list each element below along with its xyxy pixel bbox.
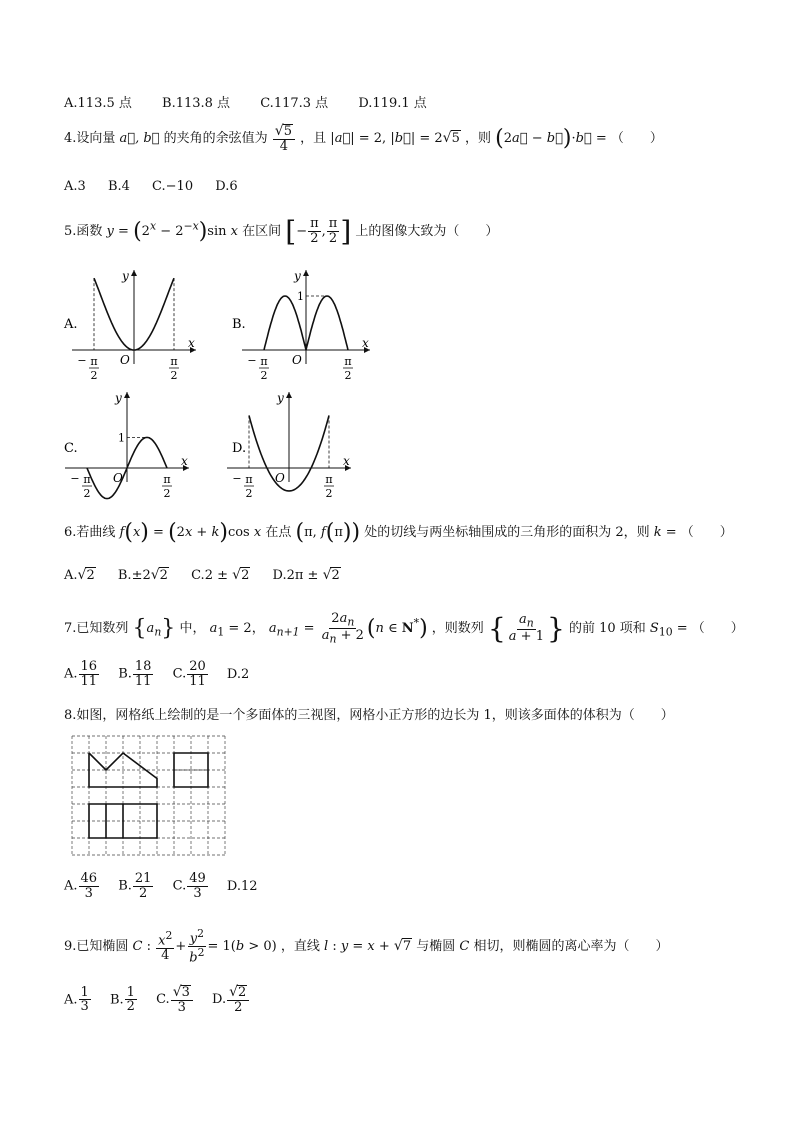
tick-denominator: 2: [83, 487, 91, 500]
q7-option-den: 11: [189, 673, 206, 689]
q4-stem-part: ，则: [464, 131, 491, 147]
q9-stem-part: 9.已知椭圆: [64, 938, 129, 954]
q8-option-num: 49: [189, 871, 206, 886]
q3-option-b: B.113.8 点: [162, 96, 231, 111]
tick-minus: −: [232, 472, 242, 485]
q6-option-b: B.±2√2: [117, 567, 168, 583]
q7-option-label: B.: [118, 666, 132, 682]
q4-option-b: B.4: [107, 179, 130, 194]
q4-stem-part: 的夹角的余弦值为: [163, 131, 268, 147]
q6-stem-part: 6.若曲线: [64, 525, 116, 540]
q6-k: k: [653, 525, 662, 540]
q5-graphs: [0, 262, 794, 512]
q8-option-a: [64, 872, 100, 900]
q7-a1: $a_1 = 2$: [209, 621, 252, 639]
q9-option-den: 2: [126, 999, 135, 1015]
tick-numerator: π: [260, 355, 268, 368]
q8-option-num: 21: [134, 871, 152, 886]
q5-stem: [64, 215, 498, 248]
tick-numerator: π: [325, 473, 333, 486]
three-view-grid: [70, 734, 240, 858]
q9-option-num: 1: [126, 984, 135, 1000]
q4-norms: |a⃗| = 2, |b⃗| = 2√5: [330, 130, 460, 147]
q6-option-c: C.2 ± √2: [191, 567, 250, 583]
q8-option-c: [173, 872, 209, 900]
q8-option-den: 2: [139, 885, 148, 901]
y-axis-label: y: [122, 269, 129, 283]
q7-option-label: C.: [172, 666, 187, 682]
x-axis-label: x: [181, 454, 188, 468]
origin-label: O: [275, 471, 285, 485]
q4-stem-part: 4.设向量: [64, 131, 116, 147]
q7-option-c: [173, 660, 209, 688]
q9-option-d: D. $\frac{√2}{2}$: [212, 985, 250, 1014]
q8-option-b: [118, 872, 154, 900]
tick-numerator: π: [83, 473, 91, 486]
tick-numerator: π: [90, 355, 98, 368]
y-axis-label: y: [277, 391, 284, 405]
y-axis-label: y: [294, 269, 301, 283]
q6-option-label: A.: [64, 568, 78, 583]
tick-denominator: 2: [260, 369, 268, 382]
q9-option-label: A.: [64, 992, 78, 1008]
q6-option-a: A.√2: [64, 567, 95, 583]
q9-option-label: C.: [156, 992, 170, 1008]
q3-option-c: C.117.3 点: [260, 96, 329, 111]
q9-option-num: 1: [80, 984, 89, 1000]
q4-cosine: $\frac{√5}{4}$: [273, 124, 295, 153]
q7-option-num: 16: [80, 659, 98, 674]
q5-function: $y = (2^x - 2^{-x})\sin$ x: [106, 219, 238, 244]
origin-label: O: [292, 353, 302, 367]
tick-denominator: 2: [325, 487, 333, 500]
graph-option-label: D.: [232, 441, 247, 456]
q7-option-den: 11: [134, 673, 152, 689]
q6-option-label: D.: [272, 568, 287, 583]
q4-option-c: C.−10: [152, 179, 194, 194]
q7-new-sequence: { $\frac{a_n}{a + 1}$ }: [487, 612, 565, 645]
q7-option-num: 18: [134, 659, 152, 674]
tick-minus: −: [77, 354, 87, 367]
q7-option-d: D.2: [226, 666, 250, 682]
q9-option-den: 3: [80, 999, 89, 1015]
tick-denominator: 2: [170, 369, 178, 382]
tick-minus: −: [70, 472, 80, 485]
q3-option-a: A.113.5 点: [64, 96, 132, 111]
q8-option-den: 3: [193, 885, 202, 901]
q7-paren: （ ）: [691, 621, 744, 636]
q9-option-a: [64, 986, 92, 1014]
q4-option-a: A.3: [64, 179, 86, 194]
q7-option-b: [118, 660, 154, 688]
q9-stem: [64, 928, 669, 965]
q4-stem: [64, 124, 663, 153]
q7-recurrence: $a_{n+1}$ = $\frac{2a_n}{a_n + 2}$ (n ∈ N*): [268, 611, 428, 646]
q9-option-label: B.: [109, 992, 124, 1008]
q9-option-den: 2: [234, 999, 243, 1015]
x-axis-label: x: [343, 454, 350, 468]
y-axis-arrow: [131, 270, 137, 276]
q9-stem-part: 相切，则椭圆的离心率为（ ）: [473, 938, 669, 954]
tick-denominator: 2: [245, 487, 253, 500]
q8-stem: 8.如图，网格纸上绘制的是一个多面体的三视图，网格小正方形的边长为 1，则该多面体的体积为（ ）: [64, 708, 674, 723]
q3-option-d: D.119.1 点: [358, 96, 427, 111]
q9-line: l : y = x + √7: [324, 937, 412, 954]
q6-paren: （ ）: [680, 525, 733, 540]
q7-stem-part: ，则数列: [431, 621, 484, 636]
x-axis-label: x: [188, 336, 195, 350]
q4-stem-part: ，且: [300, 131, 327, 147]
q6-curve: f(x) = (2x + k)cos x: [119, 520, 262, 545]
q8-option-label: A.: [64, 878, 78, 894]
q6-option-label: C.: [191, 568, 205, 583]
q7-stem: 7.已知数列 $\{a_n\}$ 中， $a_1 = 2$， $a_{n+1}$ = $\frac{2a_n}{a_n + 2}$ (n ∈ N*) ，则数列 { $\frac{a_n}{a + 1}$ } 的前 10 项和 $S_{10}$ = （ ）: [64, 611, 744, 646]
q6-option-d: D.2π ± √2: [272, 567, 340, 583]
q8-option-num: 46: [80, 871, 98, 886]
q7-options: [64, 660, 275, 688]
tick-numerator: π: [170, 355, 178, 368]
q8-option-label: C.: [172, 878, 187, 894]
origin-label: O: [120, 353, 130, 367]
q7-option-label: A.: [64, 666, 78, 682]
q7-stem-part: 中，: [179, 621, 206, 636]
q3-options: [64, 92, 453, 111]
q7-s10: $S_{10}$ =: [649, 621, 688, 639]
q6-stem-part: 在点: [265, 525, 292, 540]
q6-stem: 6.若曲线 f(x) = (2x + k)cos x 在点 (π, f(π)) 处的切线与两坐标轴围成的三角形的面积为 2，则 k = （ ）: [64, 520, 733, 545]
q9-option-label: D.: [212, 992, 227, 1008]
q7-stem-part: 的前 10 项和: [568, 621, 646, 636]
q5-stem-part: 上的图像大致为（ ）: [355, 224, 499, 239]
q9-c: C: [459, 938, 470, 954]
q5-stem-part: 5.函数: [64, 224, 103, 239]
y-axis-label: y: [115, 391, 122, 405]
q9-option-b: [110, 986, 138, 1014]
q7-stem-part: 7.已知数列: [64, 621, 129, 636]
q5-stem-part: 在区间: [242, 224, 282, 239]
origin-label: O: [113, 471, 123, 485]
x-axis-label: x: [362, 336, 369, 350]
q9-option-c: C. $\frac{√3}{3}$: [156, 985, 194, 1014]
graph-option-label: B.: [232, 317, 246, 332]
q4-vectors: a⃗, b⃗: [119, 131, 160, 147]
q8-option-d: D.12: [226, 878, 258, 894]
q9-stem-part: ，直线: [280, 938, 320, 954]
q4-expression: (2a⃗ − b⃗)·b⃗ =: [495, 126, 607, 152]
graph-option-label: C.: [64, 441, 78, 456]
q9-options: [64, 985, 276, 1014]
q6-options: [64, 567, 367, 583]
tick-denominator: 2: [344, 369, 352, 382]
one-label: 1: [118, 431, 125, 445]
q7-option-num: 20: [189, 659, 206, 674]
q9-option-num: 3: [181, 985, 190, 1000]
q9-option-den: 3: [177, 999, 186, 1015]
q6-option-label: B.: [117, 568, 132, 583]
q4-paren: （ ）: [610, 131, 663, 147]
one-label: 1: [297, 290, 304, 303]
graph-option-label: A.: [64, 317, 78, 332]
q9-option-num: 2: [238, 985, 247, 1000]
tick-denominator: 2: [163, 487, 171, 500]
q9-stem-part: 与椭圆: [416, 938, 456, 954]
q9-ellipse: C : $\frac{x^2}{4}$ + $\frac{y^2}{b^2}$ = 1(b > 0): [132, 927, 277, 966]
q8-option-label: B.: [118, 878, 132, 894]
q5-interval: [− $\frac{\pi}{2}$ , $\frac{\pi}{2}$ ]: [285, 215, 352, 248]
tick-numerator: π: [245, 473, 253, 486]
q4-options: [64, 179, 264, 194]
q7-option-a: [64, 660, 100, 688]
y-axis-arrow: [303, 270, 309, 276]
q8-option-den: 3: [84, 885, 93, 901]
q7-option-den: 11: [80, 673, 98, 689]
tick-numerator: π: [163, 473, 171, 486]
q8-options: [64, 872, 284, 900]
q7-sequence: $\{a_n\}$: [132, 616, 176, 641]
q4-option-d: D.6: [215, 179, 238, 194]
q6-stem-part: 处的切线与两坐标轴围成的三角形的面积为 2，则: [364, 525, 650, 540]
tick-denominator: 2: [90, 369, 98, 382]
y-axis-arrow: [286, 392, 292, 398]
q6-point: (π, f(π)): [295, 520, 361, 545]
tick-numerator: π: [344, 355, 352, 368]
tick-minus: −: [247, 354, 257, 367]
y-axis-arrow: [124, 392, 130, 398]
